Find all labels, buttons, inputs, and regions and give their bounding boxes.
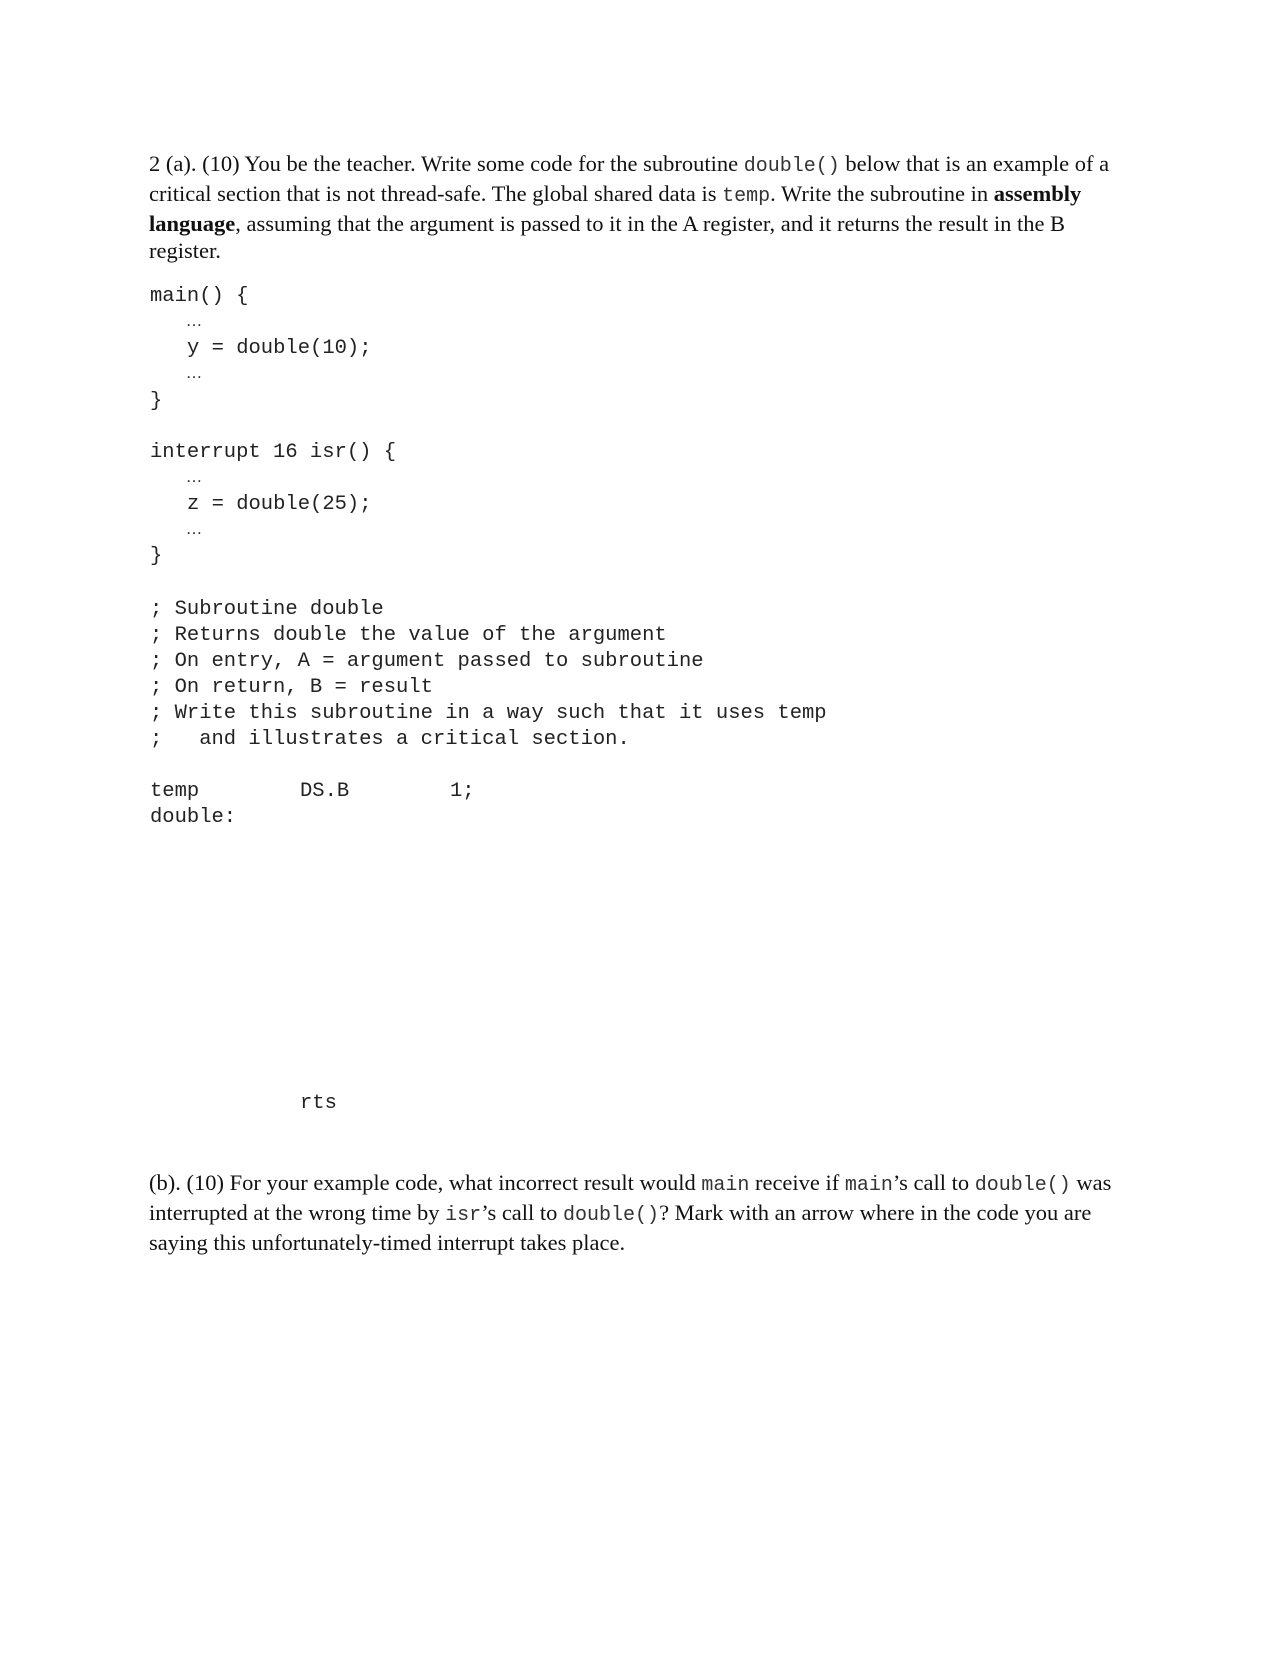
comment-line: ; On entry, A = argument passed to subroutine — [150, 650, 704, 673]
main-call-line: y = double(10); — [187, 337, 372, 360]
main-ellipsis-top: … — [186, 313, 202, 330]
isr-open-line: interrupt 16 isr() { — [150, 441, 397, 464]
answer-space-b[interactable] — [150, 1260, 1130, 1590]
inline-code-double: double() — [743, 155, 840, 178]
comment-line: ; and illustrates a critical section. — [150, 728, 630, 751]
inline-code-double: double() — [974, 1174, 1071, 1197]
inline-code-temp: temp — [722, 185, 771, 208]
inline-code-isr: isr — [445, 1204, 482, 1227]
isr-ellipsis-bottom: … — [186, 521, 202, 538]
comment-line: ; Subroutine double — [150, 598, 384, 621]
asm-rts: rts — [300, 1092, 337, 1115]
isr-ellipsis-top: … — [186, 469, 202, 486]
isr-close-brace: } — [150, 545, 163, 568]
bold-assembly-language: assembly language — [149, 181, 1082, 236]
main-open-line: main() { — [150, 285, 249, 308]
inline-code-double: double() — [563, 1204, 660, 1227]
comment-line: ; On return, B = result — [150, 676, 433, 699]
asm-label-temp: temp — [150, 780, 200, 803]
answer-space[interactable] — [150, 840, 1050, 1085]
question-2a-text: 2 (a). (10) You be the teacher. Write some code for the subroutine double() below that is an example of a critical section that is not thread-safe. The global shared data is temp. Write the subroutine in assembly language, assuming that the argument is passed to it in the A register, and it returns the result in the B register. — [149, 151, 1110, 263]
comment-line: ; Write this subroutine in a way such that it uses temp — [150, 702, 827, 725]
inline-code-main: main — [701, 1174, 750, 1197]
main-close-brace: } — [150, 390, 163, 413]
asm-label-double: double: — [150, 806, 237, 829]
asm-operand: 1; — [450, 780, 475, 803]
comment-line: ; Returns double the value of the argument — [150, 624, 667, 647]
question-2b-text: (b). (10) For your example code, what incorrect result would main receive if main’s call to double() was interrupted at the wrong time by isr’s call to double()? Mark with an arrow where in the code you are saying this unfortunately-timed interrupt takes place. — [149, 1170, 1112, 1255]
isr-call-line: z = double(25); — [187, 493, 372, 516]
main-ellipsis-bottom: … — [186, 365, 202, 382]
inline-code-main: main — [844, 1174, 893, 1197]
asm-directive: DS.B — [300, 780, 350, 803]
